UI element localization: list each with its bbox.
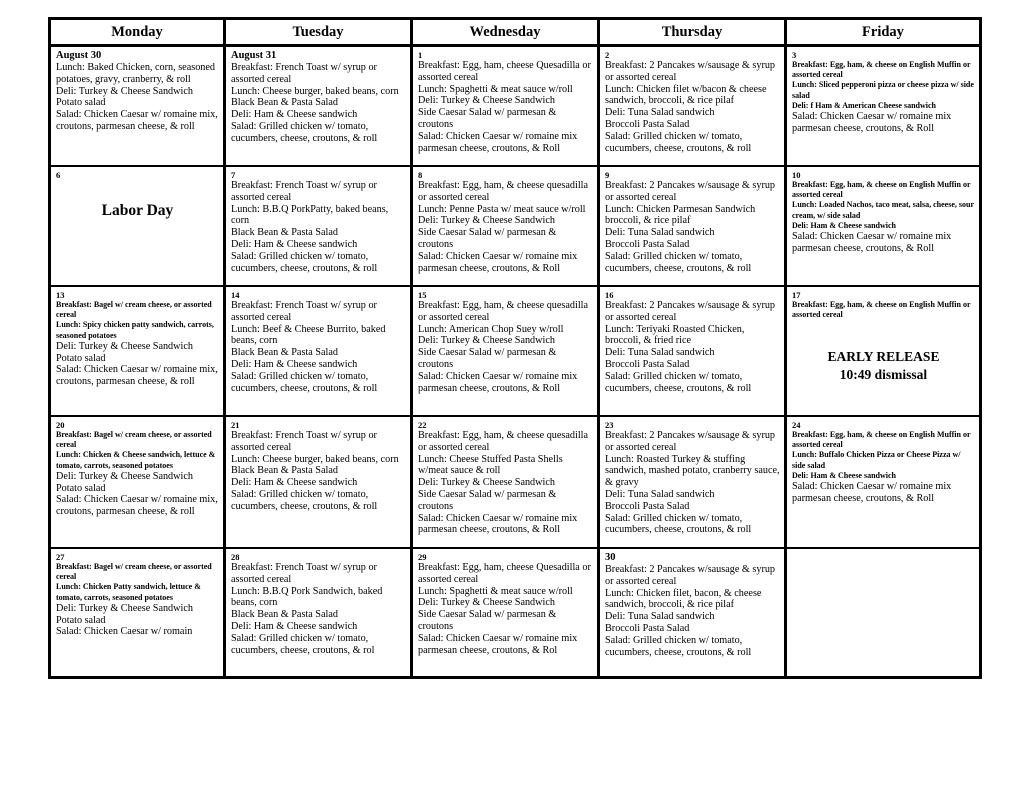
menu-item: Potato salad: [56, 614, 106, 626]
week-row: [50, 548, 981, 678]
menu-item: Salad: Grilled chicken w/ tomato, cucumbers, cheese, croutons, & roll: [231, 250, 378, 274]
menu-item: Breakfast: 2 Pancakes w/sausage & syrup or assorted cereal: [605, 60, 776, 83]
menu-item-small: Lunch: Chicken Patty sandwich, lettuce & tomato, carrots, seasoned potatoes: [56, 582, 201, 602]
menu-item: Deli: Ham & Cheese sandwich: [231, 620, 358, 632]
menu-item: Potato salad: [56, 97, 106, 109]
menu-item: Potato salad: [56, 482, 106, 494]
menu-item: Lunch: Baked Chicken, corn, seasoned potatoes, gravy, cranberry, & roll: [56, 62, 215, 85]
menu-item: Side Caesar Salad w/ parmesan & croutons: [418, 107, 557, 130]
menu-item-small: Lunch: Loaded Nachos, taco meat, salsa, cheese, sour cream, w/ side salad: [792, 200, 974, 220]
early-release-notice: EARLY RELEASE: [827, 349, 940, 365]
menu-item-small: Lunch: Sliced pepperoni pizza or cheese pizza w/ side salad: [792, 80, 974, 100]
menu-item: Black Bean & Pasta Salad: [231, 227, 338, 239]
menu-item: Lunch: B.B.Q Pork Sandwich, baked beans, corn: [231, 585, 383, 609]
menu-item: Lunch: Penne Pasta w/ meat sauce w/roll: [418, 203, 586, 215]
weekday-header-monday: Monday: [50, 19, 225, 46]
day-cell: [50, 548, 225, 678]
menu-item: Broccoli Pasta Salad: [605, 500, 690, 512]
menu-item: Lunch: Chicken filet w/bacon & cheese sandwich, broccoli, & rice pilaf: [605, 83, 767, 107]
menu-item: Deli: Tuna Salad sandwich: [605, 227, 715, 239]
menu-item: Salad: Chicken Caesar w/ romaine mix parmesan cheese, croutons, & Roll: [418, 250, 578, 274]
menu-item-small: Lunch: Spicy chicken patty sandwich, carrots, seasoned potatoes: [56, 320, 214, 340]
menu-item-small: Breakfast: Bagel w/ cream cheese, or assorted cereal: [56, 430, 212, 450]
menu-item: Breakfast: 2 Pancakes w/sausage & syrup or assorted cereal: [605, 430, 776, 453]
menu-item: Side Caesar Salad w/ parmesan & croutons: [418, 488, 557, 512]
day-cell: [412, 416, 599, 548]
menu-item: Broccoli Pasta Salad: [605, 238, 690, 250]
menu-item: Deli: Turkey & Cheese Sandwich: [418, 597, 555, 609]
day-date: 28: [231, 552, 240, 562]
day-date: 1: [418, 50, 423, 60]
menu-item: Lunch: Chicken filet, bacon, & cheese sandwich, broccoli, & rice pilaf: [605, 587, 762, 611]
menu-item: Deli: Turkey & Cheese Sandwich: [418, 215, 555, 227]
menu-item-small: Breakfast: Egg, ham, & cheese on English Muffin or assorted cereal: [792, 300, 971, 320]
menu-item: Salad: Grilled chicken w/ tomato, cucumbers, cheese, croutons, & roll: [605, 250, 752, 274]
weekday-header-wednesday: Wednesday: [412, 19, 599, 46]
menu-item: Deli: Turkey & Cheese Sandwich: [56, 85, 193, 97]
menu-item: Black Bean & Pasta Salad: [231, 609, 338, 621]
menu-item: Deli: Turkey & Cheese Sandwich: [418, 477, 555, 489]
menu-item: Breakfast: 2 Pancakes w/sausage & syrup or assorted cereal: [605, 300, 776, 323]
menu-item: Lunch: Cheese burger, baked beans, corn: [231, 85, 399, 97]
day-cell: [412, 286, 599, 416]
menu-item-small: Deli: f Ham & American Cheese sandwich: [792, 100, 936, 110]
menu-item: Deli: Turkey & Cheese Sandwich: [56, 602, 193, 614]
week-row: [50, 46, 981, 167]
menu-item: Lunch: Cheese Stuffed Pasta Shells w/meat sauce & roll: [418, 453, 563, 477]
day-cell: [599, 166, 786, 286]
menu-item: Lunch: Teriyaki Roasted Chicken, broccoli, & fried rice: [605, 323, 745, 347]
day-cell: [412, 46, 599, 167]
day-cell: [786, 548, 981, 678]
day-date: 24: [792, 420, 801, 430]
menu-item: Lunch: B.B.Q PorkPatty, baked beans, corn: [231, 203, 389, 227]
day-date: 6: [56, 170, 61, 180]
day-cell: [225, 416, 412, 548]
week-row: [50, 286, 981, 416]
menu-item-small: Breakfast: Bagel w/ cream cheese, or assorted cereal: [56, 300, 212, 320]
day-cell: [599, 416, 786, 548]
menu-item: Breakfast: French Toast w/ syrup or assorted cereal: [231, 62, 377, 85]
menu-item-small: Deli: Ham & Cheese sandwich: [792, 220, 896, 230]
holiday-title: Labor Day: [101, 202, 174, 219]
day-date: 23: [605, 420, 614, 430]
day-date: August 31: [231, 50, 277, 61]
day-cell: [412, 548, 599, 678]
menu-item: Salad: Chicken Caesar w/ romaine mix parmesan cheese, croutons, & Roll: [792, 481, 952, 504]
day-date: 2: [605, 50, 610, 60]
day-cell: [786, 166, 981, 286]
menu-item: Salad: Grilled chicken w/ tomato, cucumbers, cheese, croutons, & roll: [231, 370, 378, 394]
menu-item: Lunch: Beef & Cheese Burrito, baked beans, corn: [231, 323, 386, 347]
day-cell: [225, 548, 412, 678]
menu-item: Lunch: Cheese burger, baked beans, corn: [231, 453, 399, 465]
day-cell: [50, 166, 225, 286]
menu-item: Salad: Chicken Caesar w/ romaine mix, croutons, parmesan cheese, & roll: [56, 364, 218, 388]
menu-item: Salad: Chicken Caesar w/ romaine mix, croutons, parmesan cheese, & roll: [56, 109, 218, 132]
day-date: 16: [605, 290, 614, 300]
menu-item: Deli: Ham & Cheese sandwich: [231, 477, 358, 489]
menu-item: Breakfast: French Toast w/ syrup or assorted cereal: [231, 430, 377, 453]
day-date: 9: [605, 170, 610, 180]
menu-item: Salad: Chicken Caesar w/ romaine mix parmesan cheese, croutons, & Roll: [418, 512, 578, 536]
menu-item: Black Bean & Pasta Salad: [231, 465, 338, 477]
menu-item: Side Caesar Salad w/ parmesan & croutons: [418, 347, 557, 370]
day-cell: [599, 548, 786, 678]
menu-item: Breakfast: Egg, ham, cheese Quesadilla or assorted cereal: [418, 60, 591, 83]
menu-item: Salad: Grilled chicken w/ tomato, cucumbers, cheese, croutons, & roll: [605, 512, 752, 536]
week-row: [50, 416, 981, 548]
menu-item: Salad: Grilled chicken w/ tomato, cucumbers, cheese, croutons, & roll: [605, 130, 752, 154]
day-date: 22: [418, 420, 427, 430]
menu-item: Deli: Ham & Cheese sandwich: [231, 109, 358, 121]
menu-item: Lunch: Roasted Turkey & stuffing sandwich, mashed potato, cranberry sauce, & gravy: [605, 453, 780, 489]
menu-item: Deli: Turkey & Cheese Sandwich: [418, 335, 555, 347]
menu-item: Salad: Chicken Caesar w/ romaine mix parmesan cheese, croutons, & Roll: [418, 130, 578, 154]
weekday-header-tuesday: Tuesday: [225, 19, 412, 46]
menu-item-small: Breakfast: Bagel w/ cream cheese, or assorted cereal: [56, 562, 212, 582]
menu-item-small: Deli: Ham & Cheese sandwich: [792, 470, 896, 480]
menu-item: Breakfast: Egg, ham, & cheese quesadilla or assorted cereal: [418, 430, 589, 453]
menu-item: Deli: Tuna Salad sandwich: [605, 347, 715, 359]
day-date: 3: [792, 50, 797, 60]
menu-item: Salad: Chicken Caesar w/ romaine mix parmesan cheese, croutons, & Roll: [418, 370, 578, 394]
menu-item: Deli: Ham & Cheese sandwich: [231, 238, 358, 250]
day-date: 10: [792, 170, 801, 180]
day-date: 7: [231, 170, 236, 180]
menu-item: Side Caesar Salad w/ parmesan & croutons: [418, 609, 557, 632]
day-date: 14: [231, 290, 240, 300]
day-date: 13: [56, 290, 65, 300]
day-cell: [786, 416, 981, 548]
day-cell: [599, 46, 786, 167]
menu-item: Deli: Tuna Salad sandwich: [605, 611, 715, 623]
menu-item: Lunch: Chicken Parmesan Sandwich broccoli, & rice pilaf: [605, 203, 756, 227]
menu-item: Broccoli Pasta Salad: [605, 622, 690, 634]
day-cell: [225, 166, 412, 286]
day-date: 17: [792, 290, 801, 300]
menu-item: Side Caesar Salad w/ parmesan & croutons: [418, 227, 557, 250]
menu-item: Black Bean & Pasta Salad: [231, 97, 338, 109]
menu-item: Breakfast: 2 Pancakes w/sausage & syrup or assorted cereal: [605, 180, 776, 203]
menu-item: Deli: Tuna Salad sandwich: [605, 107, 715, 119]
day-date: 29: [418, 552, 427, 562]
day-date: 8: [418, 170, 423, 180]
week-row: [50, 166, 981, 286]
menu-item: Breakfast: French Toast w/ syrup or assorted cereal: [231, 300, 377, 323]
menu-item-small: Breakfast: Egg, ham, & cheese on English Muffin or assorted cereal: [792, 180, 971, 200]
day-date: August 30: [56, 50, 102, 61]
menu-item: Potato salad: [56, 352, 106, 364]
day-cell: [786, 286, 981, 416]
day-date: 27: [56, 552, 65, 562]
day-date: 30: [605, 552, 616, 563]
menu-item-small: Breakfast: Egg, ham, & cheese on English Muffin or assorted cereal: [792, 60, 971, 80]
menu-item: Deli: Turkey & Cheese Sandwich: [56, 470, 193, 482]
early-release-notice: 10:49 dismissal: [839, 367, 928, 383]
menu-item: Salad: Grilled chicken w/ tomato, cucumbers, cheese, croutons, & roll: [605, 634, 752, 658]
menu-item: Salad: Chicken Caesar w/ romain: [56, 626, 193, 638]
day-cell: [412, 166, 599, 286]
menu-item-small: Lunch: Chicken & Cheese sandwich, lettuce & tomato, carrots, seasoned potatoes: [56, 450, 216, 470]
day-date: 20: [56, 420, 65, 430]
day-cell: [50, 286, 225, 416]
weekday-header-friday: Friday: [786, 19, 981, 46]
menu-item: Breakfast: Egg, ham, & cheese quesadilla or assorted cereal: [418, 180, 589, 203]
menu-item: Deli: Tuna Salad sandwich: [605, 488, 715, 500]
menu-item: Black Bean & Pasta Salad: [231, 347, 338, 359]
menu-item: Breakfast: 2 Pancakes w/sausage & syrup or assorted cereal: [605, 564, 776, 587]
day-cell: [225, 286, 412, 416]
day-cell: [599, 286, 786, 416]
day-cell: [786, 46, 981, 167]
menu-item-small: Breakfast: Egg, ham, & cheese on English Muffin or assorted cereal: [792, 430, 971, 450]
lunch-menu-calendar: [48, 17, 982, 679]
weekday-header-thursday: Thursday: [599, 19, 786, 46]
menu-item: Broccoli Pasta Salad: [605, 358, 690, 370]
menu-item: Salad: Chicken Caesar w/ romaine mix parmesan cheese, croutons, & Roll: [792, 231, 952, 254]
menu-item: Salad: Chicken Caesar w/ romaine mix parmesan cheese, croutons, & Rol: [418, 632, 578, 656]
menu-item: Lunch: American Chop Suey w/roll: [418, 323, 564, 335]
weekday-header-row: [50, 19, 981, 46]
day-cell: [50, 46, 225, 167]
day-date: 15: [418, 290, 427, 300]
menu-item: Breakfast: Egg, ham, & cheese quesadilla or assorted cereal: [418, 300, 589, 323]
menu-item: Salad: Grilled chicken w/ tomato, cucumbers, cheese, croutons, & roll: [231, 488, 378, 512]
menu-item: Breakfast: Egg, ham, cheese Quesadilla or assorted cereal: [418, 562, 591, 585]
menu-item-small: Lunch: Buffalo Chicken Pizza or Cheese Pizza w/ side salad: [792, 450, 961, 470]
menu-item: Deli: Turkey & Cheese Sandwich: [56, 340, 193, 352]
menu-item: Salad: Grilled chicken w/ tomato, cucumbers, cheese, croutons, & roll: [231, 120, 378, 144]
menu-item: Salad: Chicken Caesar w/ romaine mix parmesan cheese, croutons, & Roll: [792, 111, 952, 134]
menu-item: Lunch: Spaghetti & meat sauce w/roll: [418, 83, 573, 95]
menu-item: Breakfast: French Toast w/ syrup or assorted cereal: [231, 180, 377, 203]
day-date: 21: [231, 420, 240, 430]
menu-item: Salad: Grilled chicken w/ tomato, cucumbers, cheese, croutons, & roll: [605, 370, 752, 394]
menu-item: Deli: Turkey & Cheese Sandwich: [418, 95, 555, 107]
menu-item: Salad: Chicken Caesar w/ romaine mix, croutons, parmesan cheese, & roll: [56, 494, 218, 518]
menu-item: Broccoli Pasta Salad: [605, 118, 690, 130]
day-cell: [225, 46, 412, 167]
menu-item: Deli: Ham & Cheese sandwich: [231, 358, 358, 370]
menu-item: Breakfast: French Toast w/ syrup or assorted cereal: [231, 562, 377, 585]
menu-item: Lunch: Spaghetti & meat sauce w/roll: [418, 585, 573, 597]
menu-item: Salad: Grilled chicken w/ tomato, cucumbers, cheese, croutons, & rol: [231, 632, 375, 656]
day-cell: [50, 416, 225, 548]
